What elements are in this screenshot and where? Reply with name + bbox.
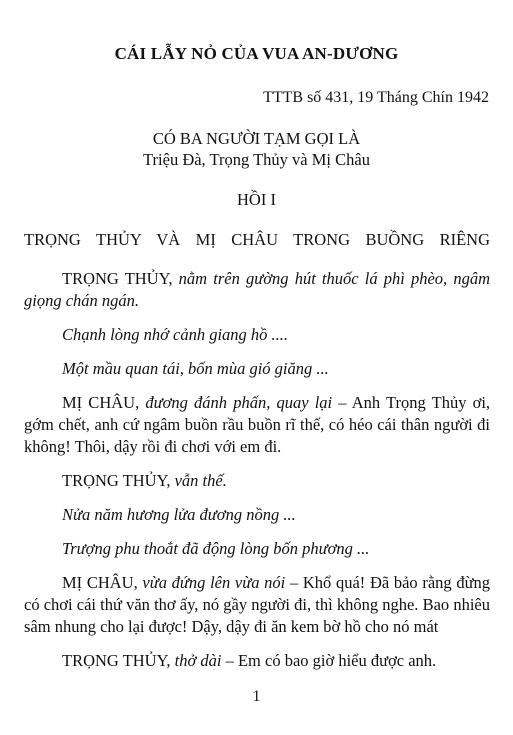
story-title: CÁI LẪY NỎ CỦA VUA AN-DƯƠNG [114, 44, 399, 63]
scene-heading: TRỌNG THỦY VÀ MỊ CHÂU TRONG BUỒNG RIÊNG [24, 230, 490, 249]
dialogue: – Khổ quá! Đã bảo rằng đừng có chơi cái thứ văn thơ ấy, nó gầy người đi, thì không nghe. Bao nhiêu sâm nhung cho lại được! Dậy, dậy đi ăn kem bờ hồ cho nó mát [24, 573, 491, 636]
cast-names: Triệu Đà, Trọng Thủy và Mị Châu [143, 150, 370, 169]
publication-source: TTTB số 431, 19 Tháng Chín 1942 [263, 89, 489, 106]
paragraph-3 [24, 470, 490, 492]
verse-line-2: Một mầu quan tái, bốn mùa gió giăng ... [62, 359, 329, 378]
speaker-name: TRỌNG THỦY, [62, 471, 171, 490]
paragraph-1 [24, 268, 490, 312]
page-number: 1 [252, 688, 261, 705]
paragraph-2 [24, 392, 490, 458]
act-heading: HỒI I [237, 190, 276, 209]
speaker-name: MỊ CHÂU, [62, 573, 138, 592]
speaker-name: MỊ CHÂU, [62, 393, 140, 412]
play-text [24, 268, 490, 684]
paragraph-4 [24, 572, 490, 638]
stage-direction: vừa đứng lên vừa nói [142, 573, 286, 592]
stage-direction: nằm trên gường hút thuốc lá phì phèo, ngâm giọng chán ngán. [24, 269, 490, 310]
stage-direction: đương đánh phấn, quay lại [145, 393, 333, 412]
stage-direction: thở dài [174, 651, 222, 670]
verse-line-1: Chạnh lòng nhớ cảnh giang hồ .... [62, 325, 289, 344]
dialogue: – Em có bao giờ hiểu được anh. [225, 651, 437, 670]
cast-heading: CÓ BA NGƯỜI TẠM GỌI LÀ [152, 129, 361, 148]
verse-line-4: Trượng phu thoắt đã động lòng bốn phương ... [62, 539, 370, 558]
dialogue: – Anh Trọng Thủy ơi, gớm chết, anh cứ ngâm buồn rầu buồn rĩ thế, có héo cái thân người đi không! Thôi, dậy rồi đi chơi với em đi. [24, 393, 491, 456]
speaker-name: TRỌNG THỦY, [62, 651, 171, 670]
stage-direction: vẫn thế. [174, 471, 227, 490]
speaker-name: TRỌNG THỦY, [62, 269, 173, 288]
paragraph-5 [24, 650, 490, 672]
verse-line-3: Nửa năm hương lửa đương nồng ... [62, 505, 296, 524]
